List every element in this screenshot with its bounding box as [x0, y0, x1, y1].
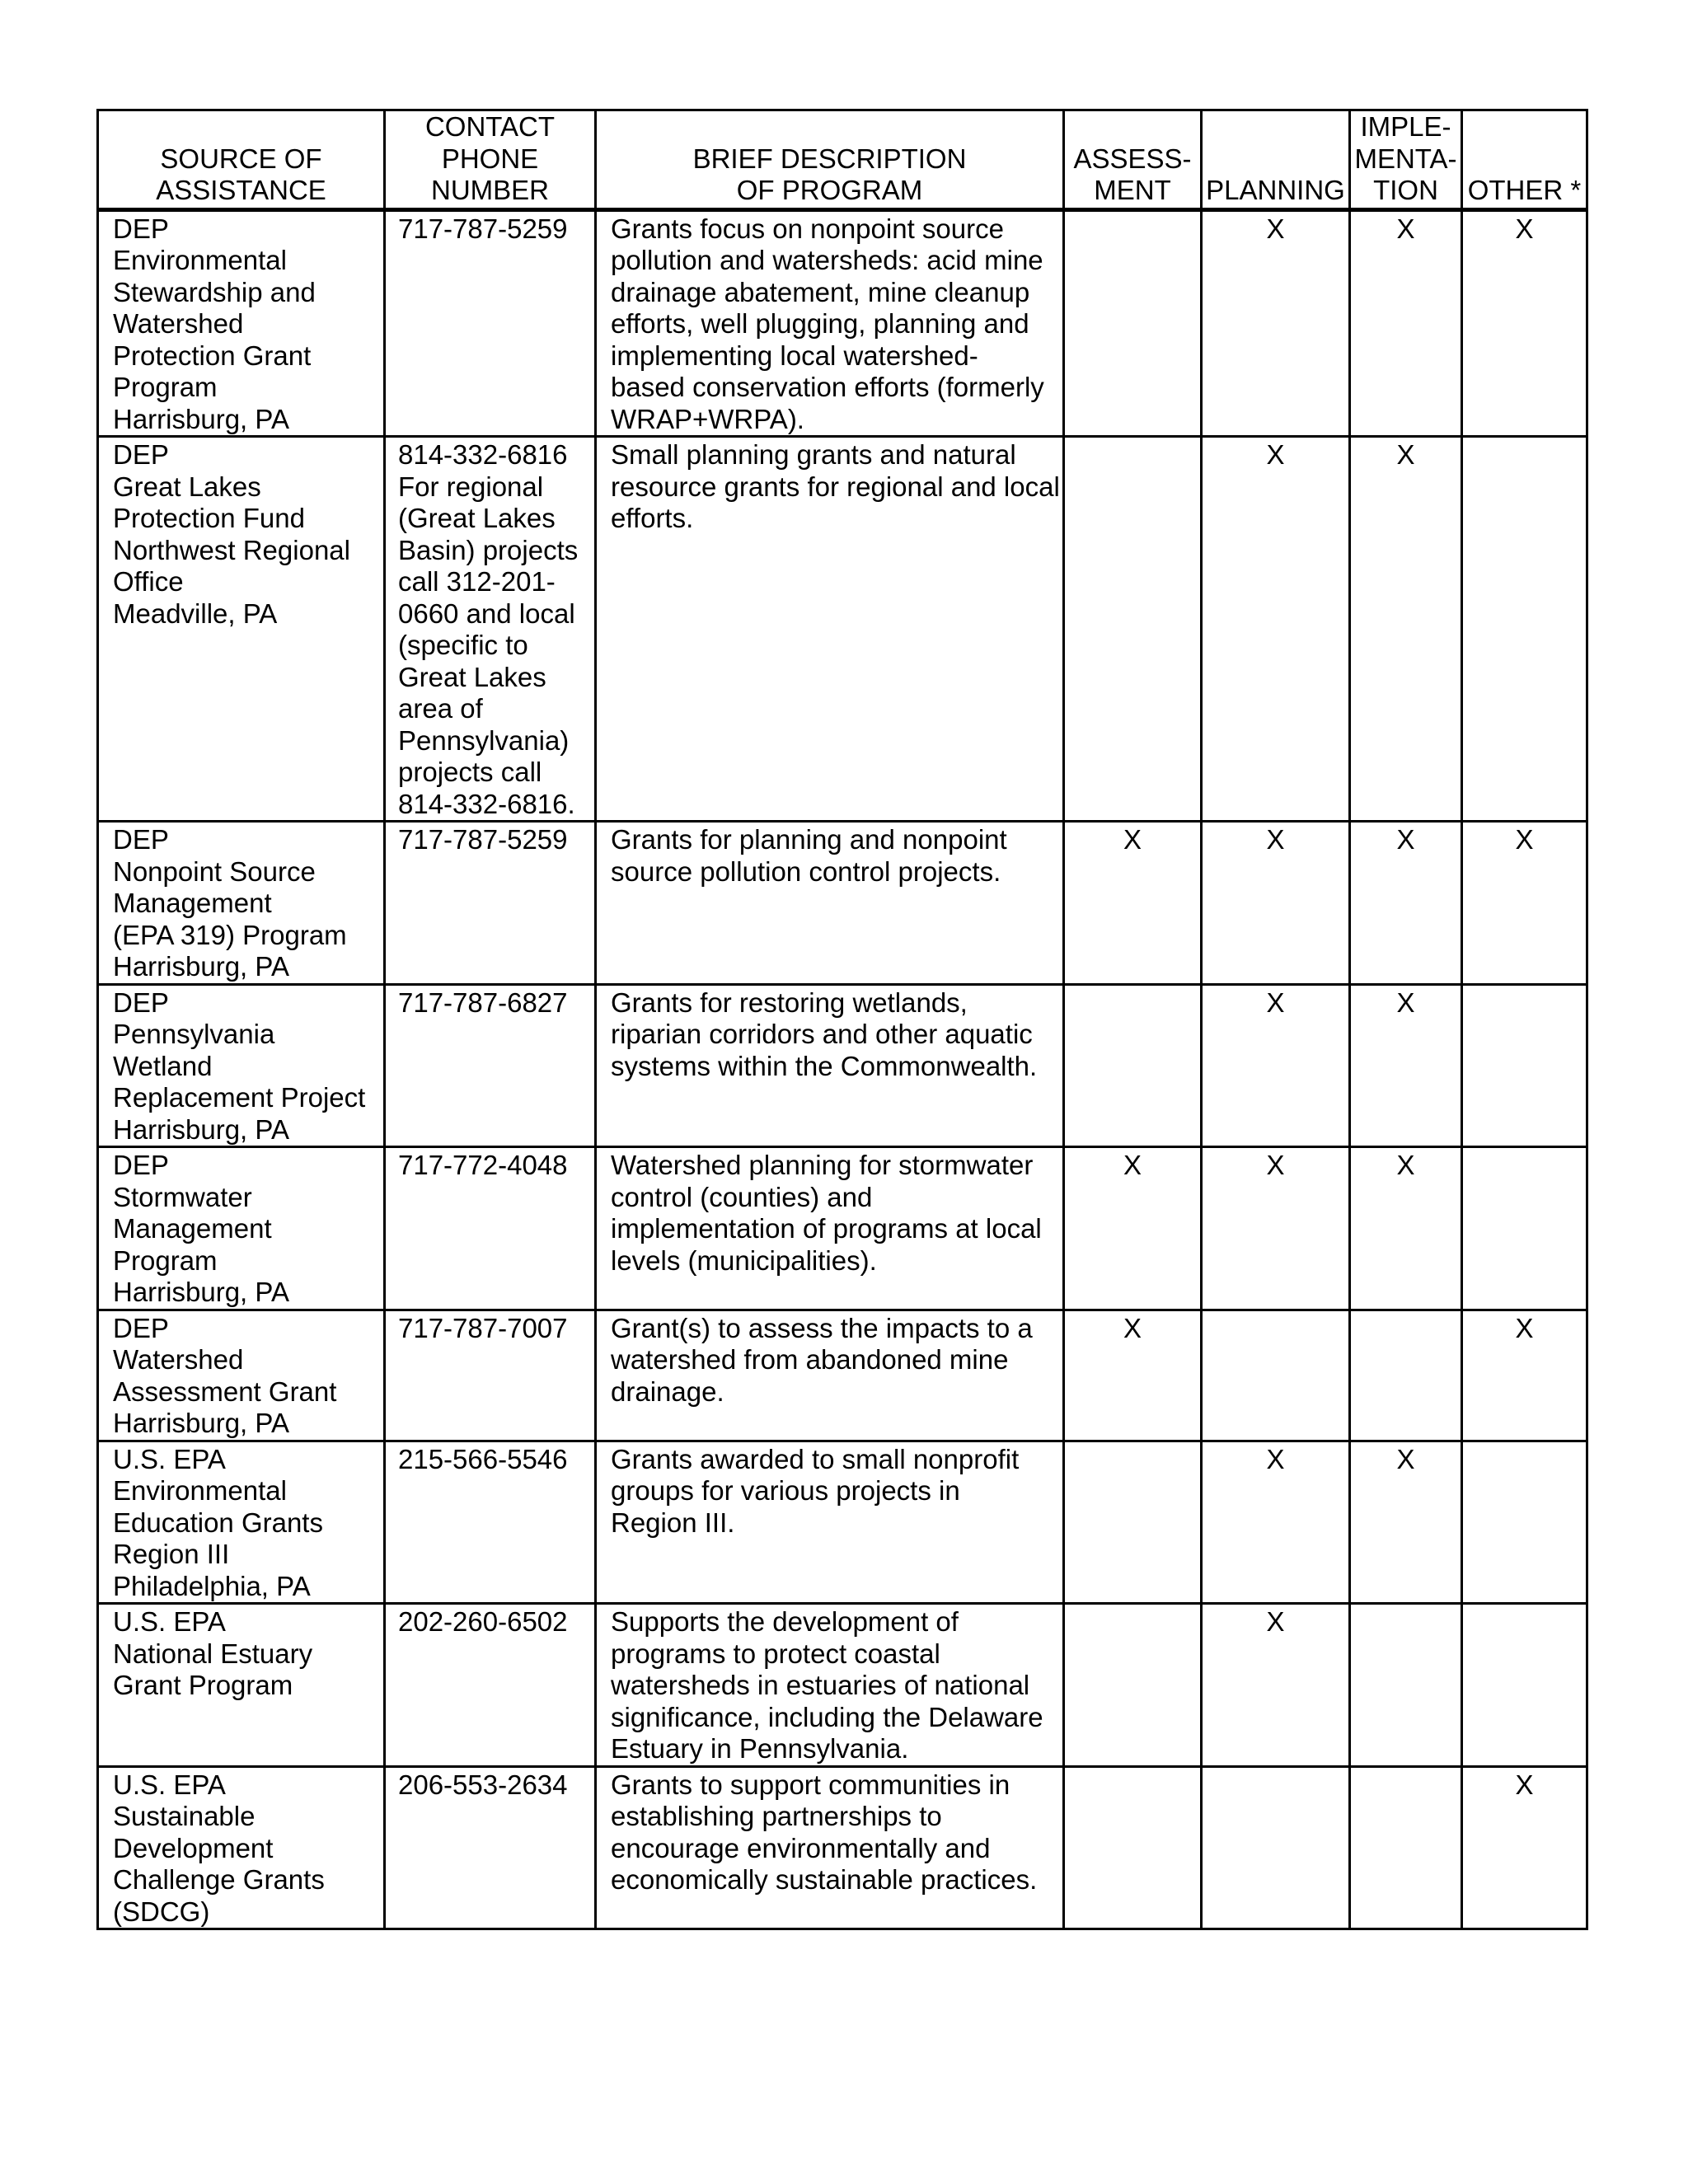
table-row [98, 822, 1587, 985]
source-cell-line: Region III [113, 1539, 230, 1569]
source-cell-line: Stewardship and [113, 276, 316, 307]
source-cell-line: Replacement Project [113, 1082, 366, 1113]
phone-cell [385, 1441, 596, 1604]
description-cell-line: implementation of programs at local [611, 1213, 1042, 1244]
assessment-mark-cell: X [1064, 1147, 1202, 1310]
description-cell-line: encourage environmentally and [611, 1832, 991, 1863]
description-cell-line: source pollution control projects. [611, 855, 1001, 887]
planning-mark-cell: X [1202, 1604, 1350, 1767]
source-cell-line: Harrisburg, PA [113, 403, 289, 434]
description-cell-line: control (counties) and [611, 1181, 873, 1212]
source-cell [98, 984, 385, 1147]
description-cell-line: Grants to support communities in [611, 1769, 1010, 1800]
header-other-line: OTHER * [1467, 175, 1582, 205]
source-cell-line: Management [113, 1213, 272, 1244]
description-cell [596, 1766, 1064, 1929]
other-mark-cell: X [1462, 1310, 1587, 1441]
source-cell [98, 1766, 385, 1929]
implementation-mark-cell [1350, 1604, 1462, 1767]
table-row [98, 1766, 1587, 1929]
assessment-mark-cell [1064, 209, 1202, 437]
source-cell-line: Great Lakes [113, 471, 261, 502]
source-cell-line: Grant Program [113, 1670, 293, 1700]
assessment-mark-cell [1064, 1766, 1202, 1929]
other-mark-cell: X [1462, 822, 1587, 985]
source-cell [98, 209, 385, 437]
header-implementation-line: TION [1373, 175, 1438, 205]
header-implementation-line: IMPLE- [1360, 111, 1451, 142]
table-row [98, 1441, 1587, 1604]
phone-cell-line: 206-553-2634 [398, 1769, 568, 1800]
source-cell-line: Office [113, 566, 184, 597]
assessment-mark-cell: X [1064, 822, 1202, 985]
implementation-mark-cell: X [1350, 209, 1462, 437]
phone-cell-line: 717-787-5259 [398, 824, 568, 855]
assistance-table [96, 109, 1588, 1930]
description-cell-line: significance, including the Delaware [611, 1701, 1043, 1732]
source-cell [98, 822, 385, 985]
table-row [98, 209, 1587, 437]
source-cell-line: (EPA 319) Program [113, 919, 347, 950]
source-cell [98, 1441, 385, 1604]
phone-cell-line: 717-787-5259 [398, 213, 568, 244]
header-planning [1202, 110, 1350, 210]
header-row [98, 110, 1587, 210]
source-cell [98, 437, 385, 822]
other-mark-cell [1462, 437, 1587, 822]
source-cell-line: U.S. EPA [113, 1443, 226, 1474]
header-description-line: OF PROGRAM [736, 175, 923, 205]
header-assessment [1064, 110, 1202, 210]
phone-cell [385, 1766, 596, 1929]
source-cell-line: DEP [113, 824, 169, 855]
phone-cell-line: Pennsylvania) [398, 724, 570, 756]
header-description-line: BRIEF DESCRIPTION [692, 143, 967, 174]
source-cell-line: Program [113, 372, 218, 402]
description-cell-line: watersheds in estuaries of national [611, 1670, 1030, 1700]
planning-mark-cell: X [1202, 822, 1350, 985]
source-cell-line: Protection Grant [113, 340, 312, 371]
phone-cell [385, 209, 596, 437]
table-header [98, 110, 1587, 210]
header-phone-line: PHONE [441, 143, 539, 174]
description-cell [596, 984, 1064, 1147]
source-cell-line: Harrisburg, PA [113, 1408, 289, 1438]
other-mark-cell [1462, 1147, 1587, 1310]
phone-cell-line: 215-566-5546 [398, 1443, 568, 1474]
source-cell-line: Sustainable [113, 1801, 256, 1831]
phone-cell-line: call 312-201- [398, 566, 556, 597]
source-cell-line: DEP [113, 987, 169, 1018]
other-mark-cell: X [1462, 1766, 1587, 1929]
header-implementation [1350, 110, 1462, 210]
description-cell-line: based conservation efforts (formerly [611, 372, 1044, 402]
header-phone-line: NUMBER [430, 175, 549, 205]
table-row [98, 984, 1587, 1147]
source-cell-line: Challenge Grants [113, 1864, 325, 1895]
planning-mark-cell: X [1202, 437, 1350, 822]
phone-cell-line: (specific to [398, 630, 528, 660]
source-cell-line: Harrisburg, PA [113, 951, 289, 982]
source-cell-line: Wetland [113, 1050, 213, 1081]
header-source [98, 110, 385, 210]
source-cell-line: DEP [113, 213, 169, 244]
implementation-mark-cell: X [1350, 984, 1462, 1147]
source-cell-line: Pennsylvania [113, 1019, 275, 1049]
description-cell-line: watershed from abandoned mine [611, 1344, 1009, 1375]
source-cell [98, 1147, 385, 1310]
phone-cell-line: 717-787-6827 [398, 987, 568, 1018]
phone-cell-line: Basin) projects [398, 534, 579, 565]
description-cell-line: riparian corridors and other aquatic [611, 1019, 1033, 1049]
description-cell-line: Supports the development of [611, 1606, 959, 1637]
description-cell-line: establishing partnerships to [611, 1801, 942, 1831]
planning-mark-cell: X [1202, 984, 1350, 1147]
source-cell-line: U.S. EPA [113, 1769, 226, 1800]
other-mark-cell [1462, 1441, 1587, 1604]
phone-cell [385, 984, 596, 1147]
implementation-mark-cell: X [1350, 822, 1462, 985]
table-row [98, 1310, 1587, 1441]
phone-cell [385, 1310, 596, 1441]
source-cell-line: Watershed [113, 1344, 244, 1375]
phone-cell-line: (Great Lakes [398, 503, 556, 533]
source-cell-line: Philadelphia, PA [113, 1570, 311, 1601]
description-cell-line: levels (municipalities). [611, 1244, 877, 1276]
source-cell-line: Harrisburg, PA [113, 1113, 289, 1145]
description-cell [596, 1604, 1064, 1767]
implementation-mark-cell [1350, 1766, 1462, 1929]
header-phone [385, 110, 596, 210]
phone-cell [385, 437, 596, 822]
description-cell-line: drainage abatement, mine cleanup [611, 276, 1030, 307]
header-description [596, 110, 1064, 210]
implementation-mark-cell: X [1350, 437, 1462, 822]
assessment-mark-cell [1064, 1441, 1202, 1604]
source-cell [98, 1310, 385, 1441]
source-cell-line: Program [113, 1244, 218, 1276]
description-cell-line: WRAP+WRPA). [611, 403, 804, 434]
description-cell [596, 1147, 1064, 1310]
description-cell-line: pollution and watersheds: acid mine [611, 245, 1043, 275]
description-cell-line: drainage. [611, 1376, 724, 1407]
phone-cell [385, 1147, 596, 1310]
source-cell-line: U.S. EPA [113, 1606, 226, 1637]
planning-mark-cell [1202, 1766, 1350, 1929]
source-cell-line: Development [113, 1832, 274, 1863]
table-body [98, 209, 1587, 1929]
description-cell-line: Region III. [611, 1507, 735, 1538]
assessment-mark-cell [1064, 1604, 1202, 1767]
phone-cell-line: 0660 and local [398, 598, 575, 629]
description-cell-line: groups for various projects in [611, 1475, 960, 1506]
table-row [98, 1147, 1587, 1310]
table-row [98, 437, 1587, 822]
description-cell [596, 822, 1064, 985]
phone-cell-line: 717-787-7007 [398, 1312, 568, 1343]
source-cell-line: Environmental [113, 1475, 287, 1506]
description-cell-line: efforts, well plugging, planning and [611, 308, 1029, 339]
header-assessment-line: MENT [1094, 175, 1171, 205]
header-planning-line: PLANNING [1206, 175, 1345, 205]
planning-mark-cell: X [1202, 209, 1350, 437]
other-mark-cell: X [1462, 209, 1587, 437]
header-phone-line: CONTACT [424, 111, 556, 142]
description-cell [596, 1310, 1064, 1441]
source-cell-line: DEP [113, 1150, 169, 1180]
source-cell-line: Education Grants [113, 1507, 323, 1538]
planning-mark-cell: X [1202, 1147, 1350, 1310]
header-implementation-line: MENTA- [1354, 143, 1457, 174]
source-cell-line: Watershed [113, 308, 244, 339]
assessment-mark-cell: X [1064, 1310, 1202, 1441]
description-cell-line: systems within the Commonwealth. [611, 1050, 1038, 1081]
header-other [1462, 110, 1587, 210]
phone-cell-line: 814-332-6816 [398, 439, 568, 470]
source-cell-line: Meadville, PA [113, 598, 278, 629]
header-source-line: ASSISTANCE [156, 175, 326, 205]
phone-cell-line: projects call [398, 757, 542, 787]
phone-cell-line: 202-260-6502 [398, 1606, 568, 1637]
source-cell-line: Harrisburg, PA [113, 1277, 289, 1307]
description-cell-line: economically sustainable practices. [611, 1864, 1038, 1895]
source-cell-line: Management [113, 888, 272, 918]
other-mark-cell [1462, 1604, 1587, 1767]
source-cell-line: DEP [113, 1312, 169, 1343]
header-source-line: SOURCE OF [160, 143, 322, 174]
phone-cell-line: area of [398, 693, 483, 724]
assessment-mark-cell [1064, 984, 1202, 1147]
description-cell-line: programs to protect coastal [611, 1638, 940, 1669]
phone-cell-line: For regional [398, 471, 544, 502]
source-cell-line: Environmental [113, 245, 287, 275]
phone-cell-line: Great Lakes [398, 661, 546, 692]
description-cell-line: Grant(s) to assess the impacts to a [611, 1312, 1033, 1343]
table-row [98, 1604, 1587, 1767]
description-cell-line: Grants awarded to small nonprofit [611, 1443, 1020, 1474]
description-cell-line: implementing local watershed- [611, 340, 978, 371]
description-cell-line: Grants for restoring wetlands, [611, 987, 968, 1018]
source-cell-line: Protection Fund [113, 503, 305, 533]
source-cell-line: DEP [113, 439, 169, 470]
planning-mark-cell: X [1202, 1441, 1350, 1604]
phone-cell-line: 814-332-6816. [398, 788, 575, 819]
description-cell-line: Grants for planning and nonpoint [611, 824, 1007, 855]
source-cell-line: Assessment Grant [113, 1376, 337, 1407]
description-cell [596, 1441, 1064, 1604]
description-cell [596, 209, 1064, 437]
source-cell-line: Northwest Regional [113, 534, 350, 565]
description-cell-line: Small planning grants and natural [611, 439, 1016, 470]
description-cell-line: efforts. [611, 503, 694, 533]
description-cell-line: Grants focus on nonpoint source [611, 213, 1004, 244]
source-cell-line: Stormwater [113, 1181, 252, 1212]
phone-cell-line: 717-772-4048 [398, 1150, 568, 1180]
implementation-mark-cell: X [1350, 1441, 1462, 1604]
source-cell [98, 1604, 385, 1767]
description-cell-line: Watershed planning for stormwater [611, 1150, 1034, 1180]
phone-cell [385, 1604, 596, 1767]
implementation-mark-cell: X [1350, 1147, 1462, 1310]
phone-cell [385, 822, 596, 985]
header-assessment-line: ASSESS- [1073, 143, 1192, 174]
other-mark-cell [1462, 984, 1587, 1147]
description-cell [596, 437, 1064, 822]
assessment-mark-cell [1064, 437, 1202, 822]
source-cell-line: National Estuary [113, 1638, 313, 1669]
description-cell-line: Estuary in Pennsylvania. [611, 1733, 909, 1764]
implementation-mark-cell [1350, 1310, 1462, 1441]
source-cell-line: Nonpoint Source [113, 855, 316, 887]
planning-mark-cell [1202, 1310, 1350, 1441]
description-cell-line: resource grants for regional and local [611, 471, 1060, 502]
source-cell-line: (SDCG) [113, 1896, 210, 1927]
